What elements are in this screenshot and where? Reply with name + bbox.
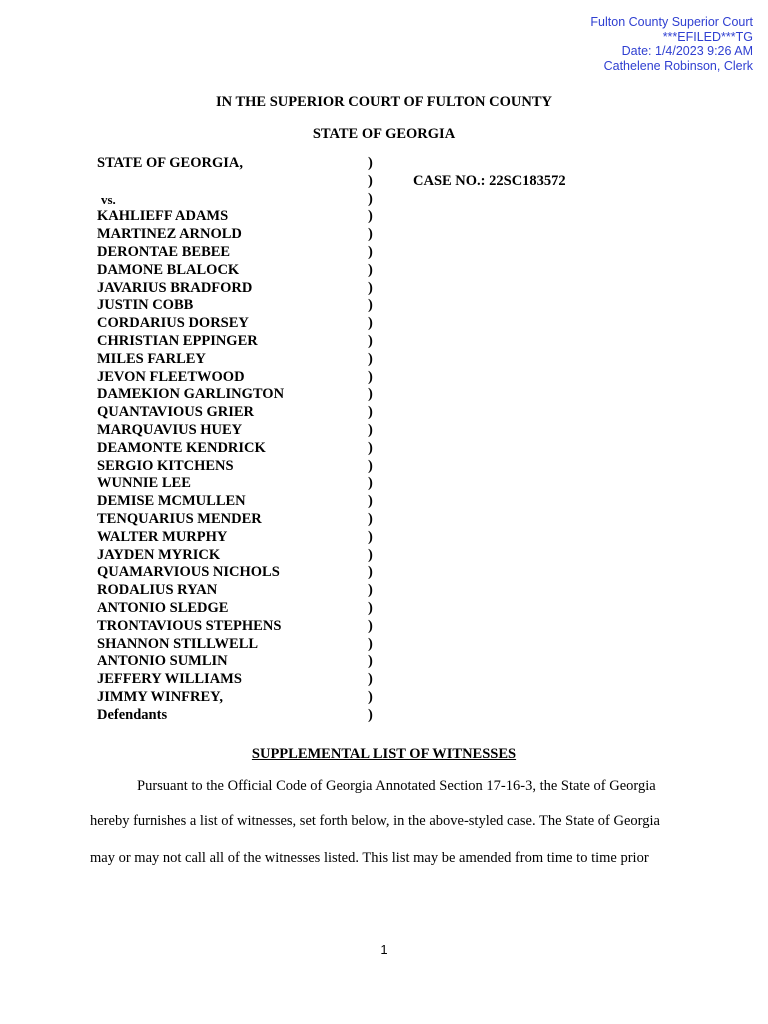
caption-row [97, 297, 577, 315]
caption-party-name: KAHLIEFF ADAMS [97, 208, 229, 225]
caption-row [97, 244, 577, 262]
body-line-3: may or may not call all of the witnesses listed. This list may be amended from time to time prior [90, 850, 649, 866]
caption-paren: ) [368, 404, 373, 421]
stamp-court-line: Fulton County Superior Court [590, 15, 753, 29]
caption-paren: ) [368, 155, 373, 171]
caption-party-name: MILES FARLEY [97, 350, 206, 367]
caption-paren: ) [368, 226, 373, 243]
caption-row [97, 671, 577, 689]
caption-party-name: DAMEKION GARLINGTON [97, 386, 285, 403]
caption-paren: ) [368, 564, 373, 581]
caption-paren: ) [368, 190, 373, 207]
caption-party-name: JIMMY WINFREY, [97, 688, 223, 705]
caption-paren: ) [368, 297, 373, 314]
caption-row [97, 707, 577, 725]
caption-paren: ) [368, 208, 373, 225]
caption-party-name: DAMONE BLALOCK [97, 261, 240, 278]
caption-row [97, 440, 577, 458]
caption-paren: ) [368, 350, 373, 367]
caption-row [97, 547, 577, 565]
caption-party-name: ANTONIO SLEDGE [97, 599, 229, 616]
caption-row [97, 208, 577, 226]
caption-party-name: WUNNIE LEE [97, 475, 191, 492]
caption-paren: ) [368, 510, 373, 527]
caption-row [97, 511, 577, 529]
state-heading: STATE OF GEORGIA [312, 126, 456, 142]
caption-row [97, 191, 577, 209]
caption-paren: ) [368, 493, 373, 510]
caption-party-name: CORDARIUS DORSEY [97, 315, 249, 332]
caption-party-name: DERONTAE BEBEE [97, 243, 231, 260]
caption-party-name: JAYDEN MYRICK [97, 546, 221, 563]
caption-paren: ) [368, 475, 373, 492]
caption-paren: ) [368, 635, 373, 652]
caption-party-name: ANTONIO SUMLIN [97, 653, 228, 670]
caption-paren: ) [368, 439, 373, 456]
caption-paren: ) [368, 671, 373, 688]
body-line-2: hereby furnishes a list of witnesses, set forth below, in the above-styled case. The State of Georgia [90, 813, 660, 829]
body-line-1: Pursuant to the Official Code of Georgia Annotated Section 17-16-3, the State of Georgia [137, 778, 656, 794]
caption-party-name: JUSTIN COBB [97, 297, 194, 314]
caption-paren: ) [368, 653, 373, 670]
caption-party-name: DEAMONTE KENDRICK [97, 439, 266, 456]
caption-row [97, 155, 577, 173]
caption-row [97, 280, 577, 298]
caption-row [97, 493, 577, 511]
page-number: 1 [380, 942, 388, 957]
caption-paren: ) [368, 546, 373, 563]
court-heading: IN THE SUPERIOR COURT OF FULTON COUNTY [215, 94, 552, 110]
caption-row [97, 458, 577, 476]
caption-row [97, 351, 577, 369]
caption-row [97, 475, 577, 493]
caption-party-name: CHRISTIAN EPPINGER [97, 332, 258, 349]
caption-row [97, 636, 577, 654]
caption-row [97, 262, 577, 280]
caption-row [97, 618, 577, 636]
caption-row [97, 529, 577, 547]
efile-stamp [453, 15, 753, 73]
case-number: CASE NO.: 22SC183572 [413, 173, 566, 189]
caption-party-name: JEVON FLEETWOOD [97, 368, 245, 385]
caption-party-name: JEFFERY WILLIAMS [97, 671, 242, 688]
caption-row [97, 564, 577, 582]
caption-paren: ) [368, 582, 373, 599]
caption-paren: ) [368, 368, 373, 385]
caption-party-name: SHANNON STILLWELL [97, 635, 259, 652]
caption-row [97, 600, 577, 618]
caption-paren: ) [368, 528, 373, 545]
caption-paren: ) [368, 706, 373, 723]
caption-party-name: QUAMARVIOUS NICHOLS [97, 564, 280, 581]
caption-row [97, 422, 577, 440]
caption-party-name: SERGIO KITCHENS [97, 457, 234, 474]
caption-paren: ) [368, 243, 373, 260]
caption-paren: ) [368, 315, 373, 332]
stamp-clerk-line: Cathelene Robinson, Clerk [603, 58, 753, 73]
caption-party-name: WALTER MURPHY [97, 528, 228, 545]
caption-party-name: MARTINEZ ARNOLD [97, 226, 242, 243]
stamp-efiled-line: ***EFILED***TG [662, 29, 753, 44]
caption-row [97, 369, 577, 387]
caption-row [97, 315, 577, 333]
caption-paren: ) [368, 332, 373, 349]
caption-party-name: TENQUARIUS MENDER [97, 510, 262, 527]
caption-paren: ) [368, 617, 373, 634]
stamp-date-line: Date: 1/4/2023 9:26 AM [621, 44, 753, 59]
caption-paren: ) [368, 279, 373, 296]
caption-party-name: TRONTAVIOUS STEPHENS [97, 617, 282, 634]
caption-row [97, 689, 577, 707]
caption-row [97, 386, 577, 404]
caption-row [97, 582, 577, 600]
caption-row [97, 333, 577, 351]
caption-defendants-label: Defendants [97, 706, 168, 723]
caption-party-name: RODALIUS RYAN [97, 582, 218, 599]
caption-paren: ) [368, 172, 373, 189]
caption-row [97, 404, 577, 422]
caption-versus: vs. [101, 191, 116, 207]
caption-party-name: JAVARIUS BRADFORD [97, 279, 253, 296]
caption-party-name: DEMISE MCMULLEN [97, 493, 246, 510]
caption-row [97, 226, 577, 244]
caption-party-name: QUANTAVIOUS GRIER [97, 404, 254, 421]
caption-paren: ) [368, 261, 373, 278]
caption-row [97, 653, 577, 671]
caption-paren: ) [368, 457, 373, 474]
caption-paren: ) [368, 599, 373, 616]
caption-party-name: MARQUAVIUS HUEY [97, 421, 243, 438]
caption-paren: ) [368, 386, 373, 403]
document-title [0, 745, 768, 763]
caption-plaintiff: STATE OF GEORGIA, [97, 155, 243, 171]
document-title-text: SUPPLEMENTAL LIST OF WITNESSES [251, 746, 517, 762]
caption-paren: ) [368, 688, 373, 705]
case-caption [97, 155, 577, 725]
caption-paren: ) [368, 421, 373, 438]
